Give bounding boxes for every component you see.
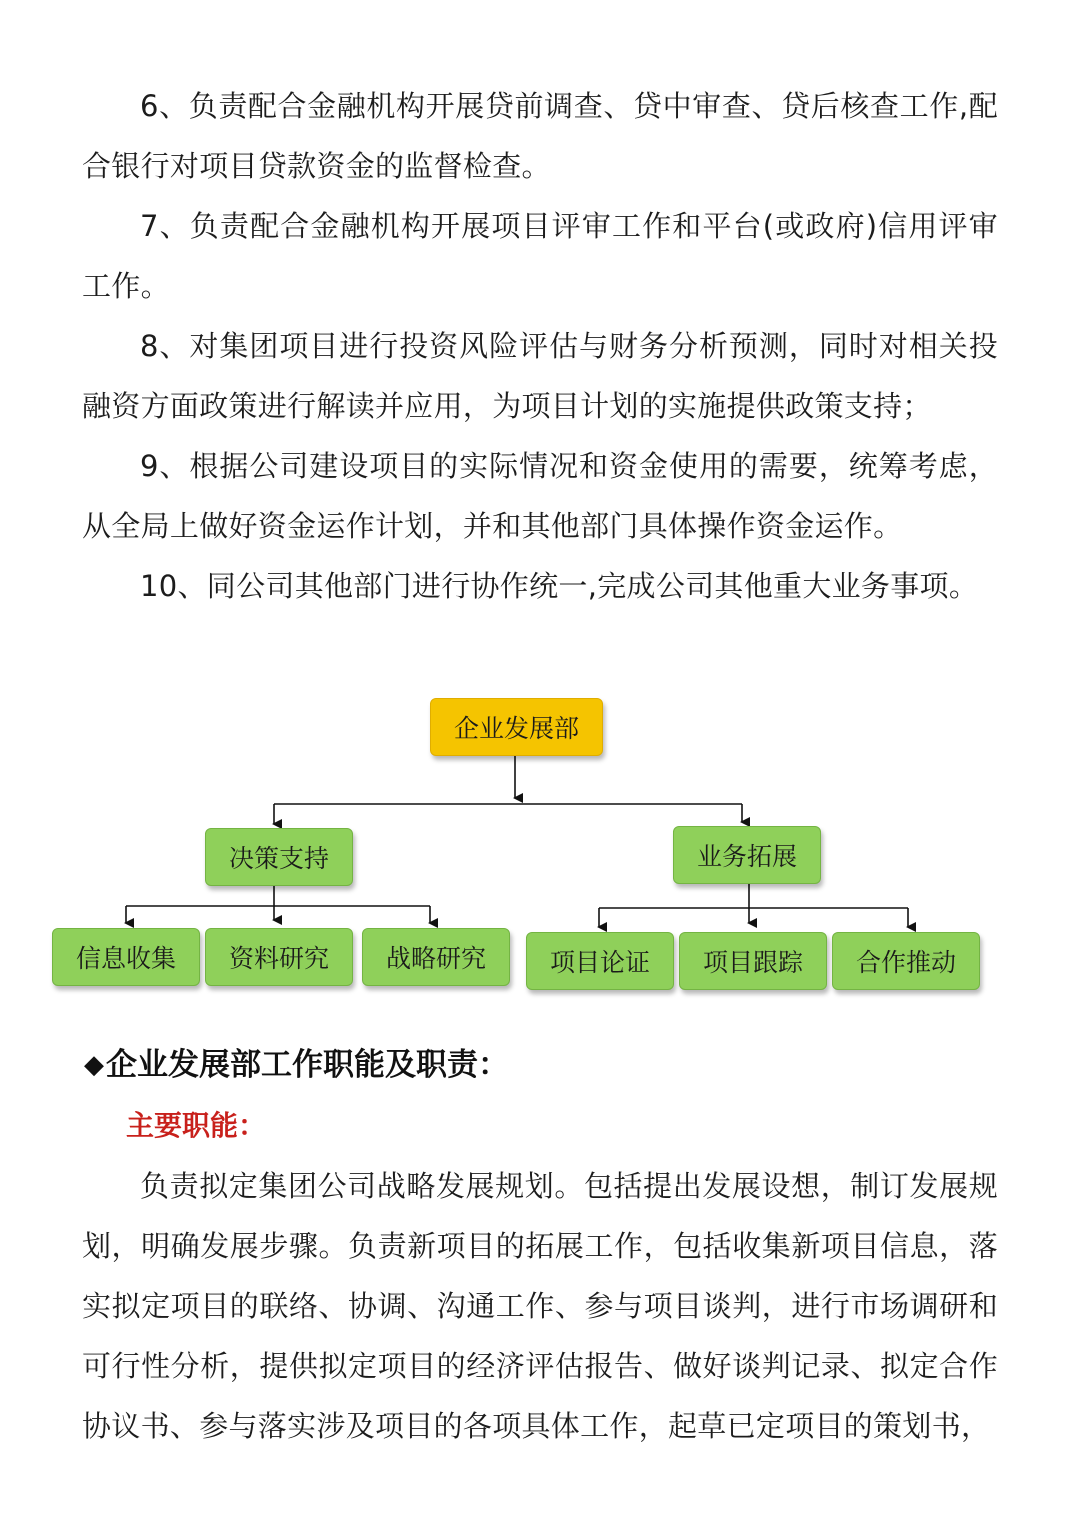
org-node-project-demonstration: 项目论证 <box>526 932 674 990</box>
org-node-info-collection: 信息收集 <box>52 928 200 986</box>
org-node-enterprise-development: 企业发展部 <box>430 698 603 756</box>
diamond-bullet-icon: ◆ <box>84 1050 104 1080</box>
section-title: 企业发展部工作职能及职责： <box>106 1047 509 1083</box>
section-heading <box>84 1040 509 1090</box>
paragraph-item-7: 7、负责配合金融机构开展项目评审工作和平台(或政府)信用评审工作。 <box>82 209 998 303</box>
paragraph-item-6: 6、负责配合金融机构开展贷前调查、贷中审查、贷后核查工作,配合银行对项目贷款资金的监督检查。 <box>82 89 998 183</box>
paragraph-item-8: 8、对集团项目进行投资风险评估与财务分析预测，同时对相关投融资方面政策进行解读并应用，为项目计划的实施提供政策支持； <box>82 329 998 423</box>
main-functions-heading: 主要职能： <box>126 1109 267 1142</box>
org-node-project-tracking: 项目跟踪 <box>679 932 827 990</box>
org-node-decision-support: 决策支持 <box>205 828 353 886</box>
org-node-data-research: 资料研究 <box>205 928 353 986</box>
paragraph-item-9: 9、根据公司建设项目的实际情况和资金使用的需要，统筹考虑，从全局上做好资金运作计划，并和其他部门具体操作资金运作。 <box>82 449 998 543</box>
org-node-cooperation-promotion: 合作推动 <box>832 932 980 990</box>
org-node-business-expansion: 业务拓展 <box>673 826 821 884</box>
paragraph-item-10: 10、同公司其他部门进行协作统一,完成公司其他重大业务事项。 <box>140 569 979 603</box>
org-node-strategy-research: 战略研究 <box>362 928 510 986</box>
main-functions-body: 负责拟定集团公司战略发展规划。包括提出发展设想，制订发展规划，明确发展步骤。负责新项目的拓展工作，包括收集新项目信息，落实拟定项目的联络、协调、沟通工作、参与项目谈判，进行市场调研和可行性分析，提供拟定项目的经济评估报告、做好谈判记录、拟定合作协议书、参与落实涉及项目的各项具体工作，起草已定项目的策划书， <box>82 1169 998 1443</box>
org-chart <box>0 680 1080 1010</box>
